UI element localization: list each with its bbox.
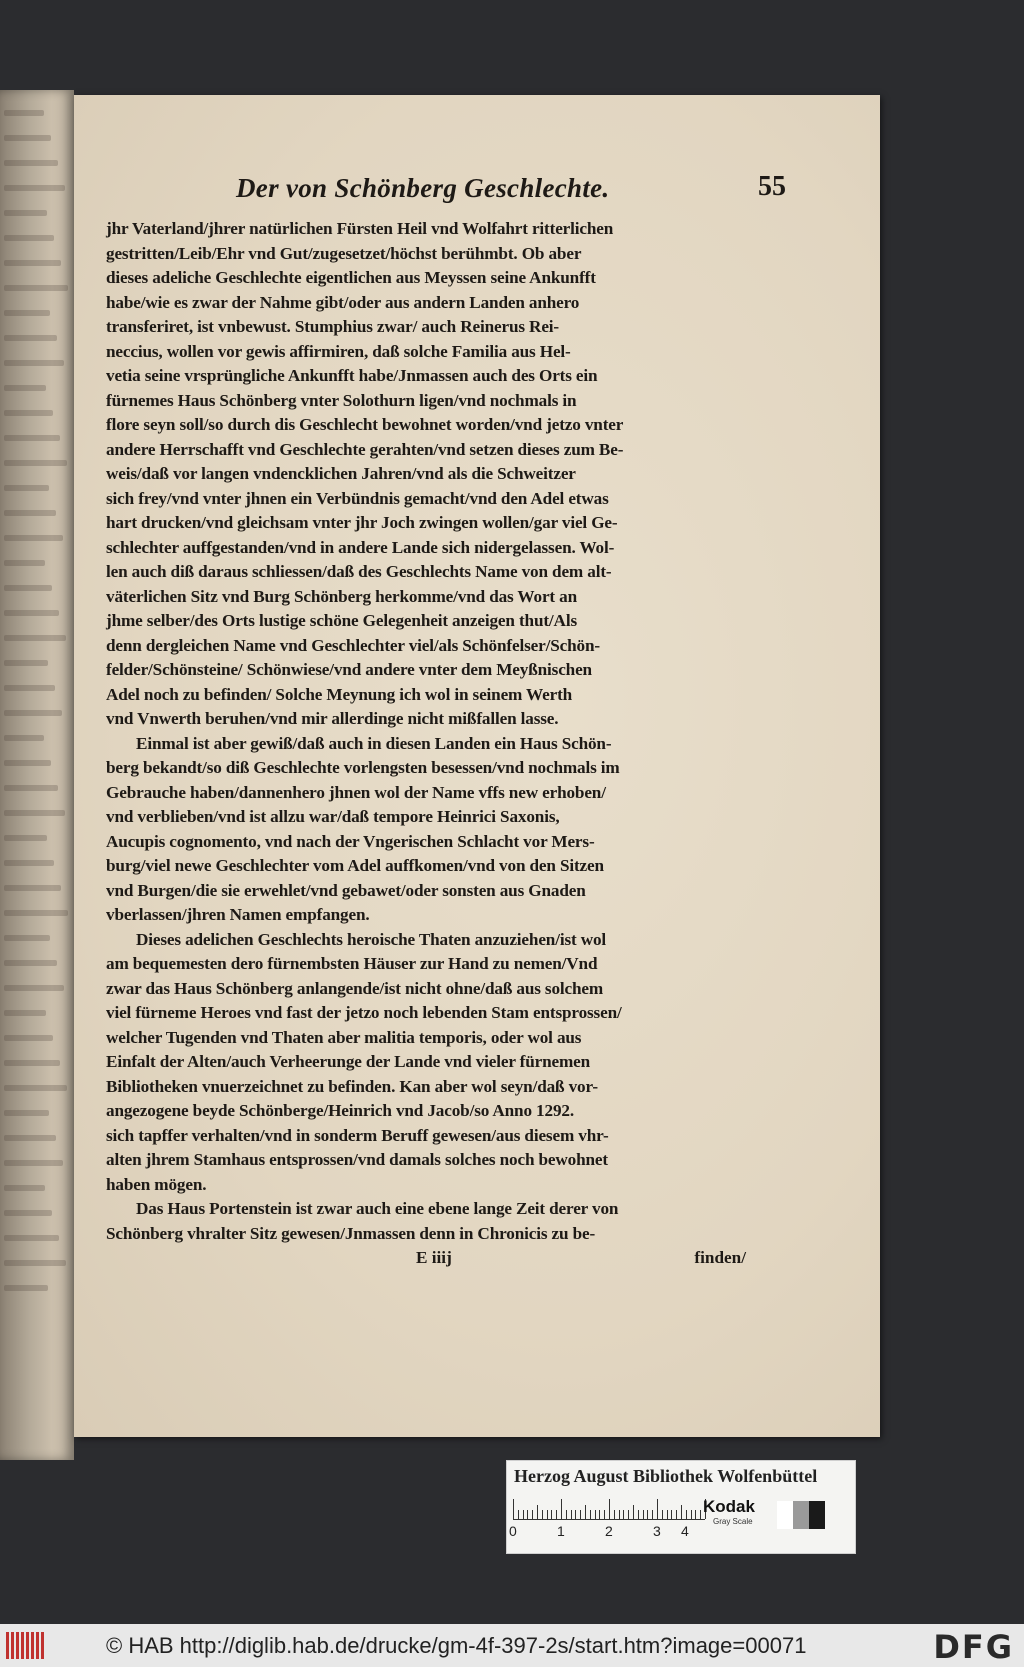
page-footer bbox=[106, 1246, 746, 1272]
text-line: welcher Tugenden vnd Thaten aber malitia temporis, oder wol aus bbox=[106, 1027, 582, 1047]
text-line: sich frey/vnd vnter jhnen ein Verbündnis gemacht/vnd den Adel etwas bbox=[106, 488, 609, 508]
text-line: väterlichen Sitz vnd Burg Schönberg herkomme/vnd das Wort an bbox=[106, 586, 578, 606]
gray-swatches bbox=[777, 1501, 825, 1529]
text-line: Einmal ist aber gewiß/daß auch in diesen Landen ein Haus Schön- bbox=[136, 733, 612, 753]
text-line: Dieses adelichen Geschlechts heroische Thaten anzuziehen/ist wol bbox=[136, 929, 607, 949]
running-header bbox=[106, 171, 786, 217]
text-line: denn dergleichen Name vnd Geschlechter viel/als Schönfelser/Schön- bbox=[106, 635, 600, 655]
text-line: Einfalt der Alten/auch Verheerunge der Lande vnd vieler fürnemen bbox=[106, 1052, 591, 1071]
ruler-number: 1 bbox=[557, 1523, 565, 1539]
text-line: alten jhrem Stamhaus entsprossen/vnd damals solches noch bewohnet bbox=[106, 1150, 608, 1169]
text-line: Aucupis cognomento, vnd nach der Vngerischen Schlacht vor Mers- bbox=[106, 831, 595, 851]
catchword: finden/ bbox=[694, 1248, 746, 1267]
text-line: Bibliotheken vnuerzeichnet zu befinden. Kan aber wol seyn/daß vor- bbox=[106, 1076, 598, 1096]
text-line: berg bekandt/so diß Geschlechte vorlengsten besessen/vnd nochmals im bbox=[106, 758, 620, 777]
gray-swatch bbox=[809, 1501, 825, 1529]
text-line: dieses adeliche Geschlechte eigentlichen aus Meyssen seine Ankunfft bbox=[106, 268, 596, 287]
page-text bbox=[106, 171, 786, 1272]
text-line: len auch diß daraus schliessen/daß des Geschlechts Name von dem alt- bbox=[106, 562, 612, 581]
text-line: habe/wie es zwar der Nahme gibt/oder aus andern Landen anhero bbox=[106, 292, 580, 312]
text-line: fürnemes Haus Schönberg vnter Solothurn ligen/vnd nochmals in bbox=[106, 390, 577, 410]
ruler-number: 3 bbox=[653, 1523, 661, 1539]
text-line: zwar das Haus Schönberg anlangende/ist nicht ohne/daß aus solchem bbox=[106, 978, 604, 998]
facing-page-edge bbox=[0, 90, 74, 1460]
gray-swatch bbox=[793, 1501, 809, 1529]
ruler-number: 4 bbox=[681, 1523, 689, 1539]
text-line: weis/daß vor langen vndencklichen Jahren/vnd als die Schweitzer bbox=[106, 464, 576, 483]
text-line: schlechter auffgestanden/vnd in andere Lande sich nidergelassen. Wol- bbox=[106, 537, 615, 557]
text-line: burg/viel newe Geschlechter vom Adel auffkomen/vnd von den Sitzen bbox=[106, 856, 604, 875]
barcode-icon bbox=[6, 1632, 46, 1659]
footer-bar bbox=[0, 1624, 1024, 1667]
text-line: felder/Schönsteine/ Schönwiese/vnd andere vnter dem Meyßnischen bbox=[106, 660, 592, 679]
credit-link[interactable]: © HAB http://diglib.hab.de/drucke/gm-4f-397-2s/start.htm?image=00071 bbox=[106, 1633, 807, 1658]
text-line: Schönberg vhralter Sitz gewesen/Jnmassen denn in Chronicis zu be- bbox=[106, 1223, 596, 1243]
page-number: 55 bbox=[758, 171, 786, 202]
ruler-number: 2 bbox=[605, 1523, 613, 1539]
text-line: angezogene beyde Schönberge/Heinrich vnd Jacob/so Anno 1292. bbox=[106, 1101, 574, 1120]
ruler-number: 0 bbox=[509, 1523, 517, 1539]
text-line: flore seyn soll/so durch dis Geschlecht bewohnet worden/vnd jetzo vnter bbox=[106, 415, 624, 434]
text-line: vetia seine vrsprüngliche Ankunfft habe/Jnmassen auch des Orts ein bbox=[106, 366, 598, 385]
text-line: am bequemesten dero fürnembsten Häuser zur Hand zu nemen/Vnd bbox=[106, 954, 598, 973]
text-line: vberlassen/jhren Namen empfangen. bbox=[106, 905, 370, 924]
text-line: vnd verblieben/vnd ist allzu war/daß tempore Heinrici Saxonis, bbox=[106, 807, 560, 826]
text-line: neccius, wollen vor gewis affirmiren, daß solche Familia aus Hel- bbox=[106, 341, 571, 361]
text-line: jhme selber/des Orts lustige schöne Gelegenheit anzeigen thut/Als bbox=[106, 611, 577, 630]
library-color-card bbox=[506, 1460, 856, 1554]
text-line: vnd Vnwerth beruhen/vnd mir allerdinge nicht mißfallen lasse. bbox=[106, 709, 559, 728]
scale-ruler bbox=[513, 1499, 705, 1520]
text-line: haben mögen. bbox=[106, 1174, 207, 1194]
library-name: Herzog August Bibliothek Wolfenbüttel bbox=[514, 1466, 818, 1486]
text-line: hart drucken/vnd gleichsam vnter jhr Joch zwingen wollen/gar viel Ge- bbox=[106, 513, 618, 532]
text-line: andere Herrschafft vnd Geschlechte gerahten/vnd setzen dieses zum Be- bbox=[106, 439, 624, 459]
header-title: Der von Schönberg Geschlechte. bbox=[236, 173, 610, 203]
gray-scale-label: Gray Scale bbox=[713, 1517, 753, 1526]
dfg-logo: DFG bbox=[933, 1628, 1014, 1666]
text-line: viel fürneme Heroes vnd fast der jetzo noch lebenden Stam entsprossen/ bbox=[106, 1003, 622, 1022]
text-line: transferiret, ist vnbewust. Stumphius zwar/ auch Reinerus Rei- bbox=[106, 317, 560, 336]
text-line: vnd Burgen/die sie erwehlet/vnd gebawet/oder sonsten aus Gnaden bbox=[106, 880, 586, 900]
text-line: sich tapffer verhalten/vnd in sonderm Beruff gewesen/aus diesem vhr- bbox=[106, 1125, 609, 1145]
text-line: Das Haus Portenstein ist zwar auch eine ebene lange Zeit derer von bbox=[136, 1199, 619, 1218]
signature-mark: E iiij bbox=[416, 1248, 452, 1267]
text-line: Adel noch zu befinden/ Solche Meynung ich wol in seinem Werth bbox=[106, 684, 573, 704]
text-line: Gebrauche haben/dannenhero jhnen wol der Name vffs new erhoben/ bbox=[106, 782, 606, 802]
book-page bbox=[74, 95, 880, 1437]
kodak-logo: Kodak bbox=[703, 1497, 755, 1516]
text-line: gestritten/Leib/Ehr vnd Gut/zugesetzet/höchst berühmbt. Ob aber bbox=[106, 243, 582, 263]
gray-swatch bbox=[777, 1501, 793, 1529]
text-line: jhr Vaterland/jhrer natürlichen Fürsten Heil vnd Wolfahrt ritterlichen bbox=[106, 219, 614, 238]
body-text bbox=[106, 217, 746, 1246]
